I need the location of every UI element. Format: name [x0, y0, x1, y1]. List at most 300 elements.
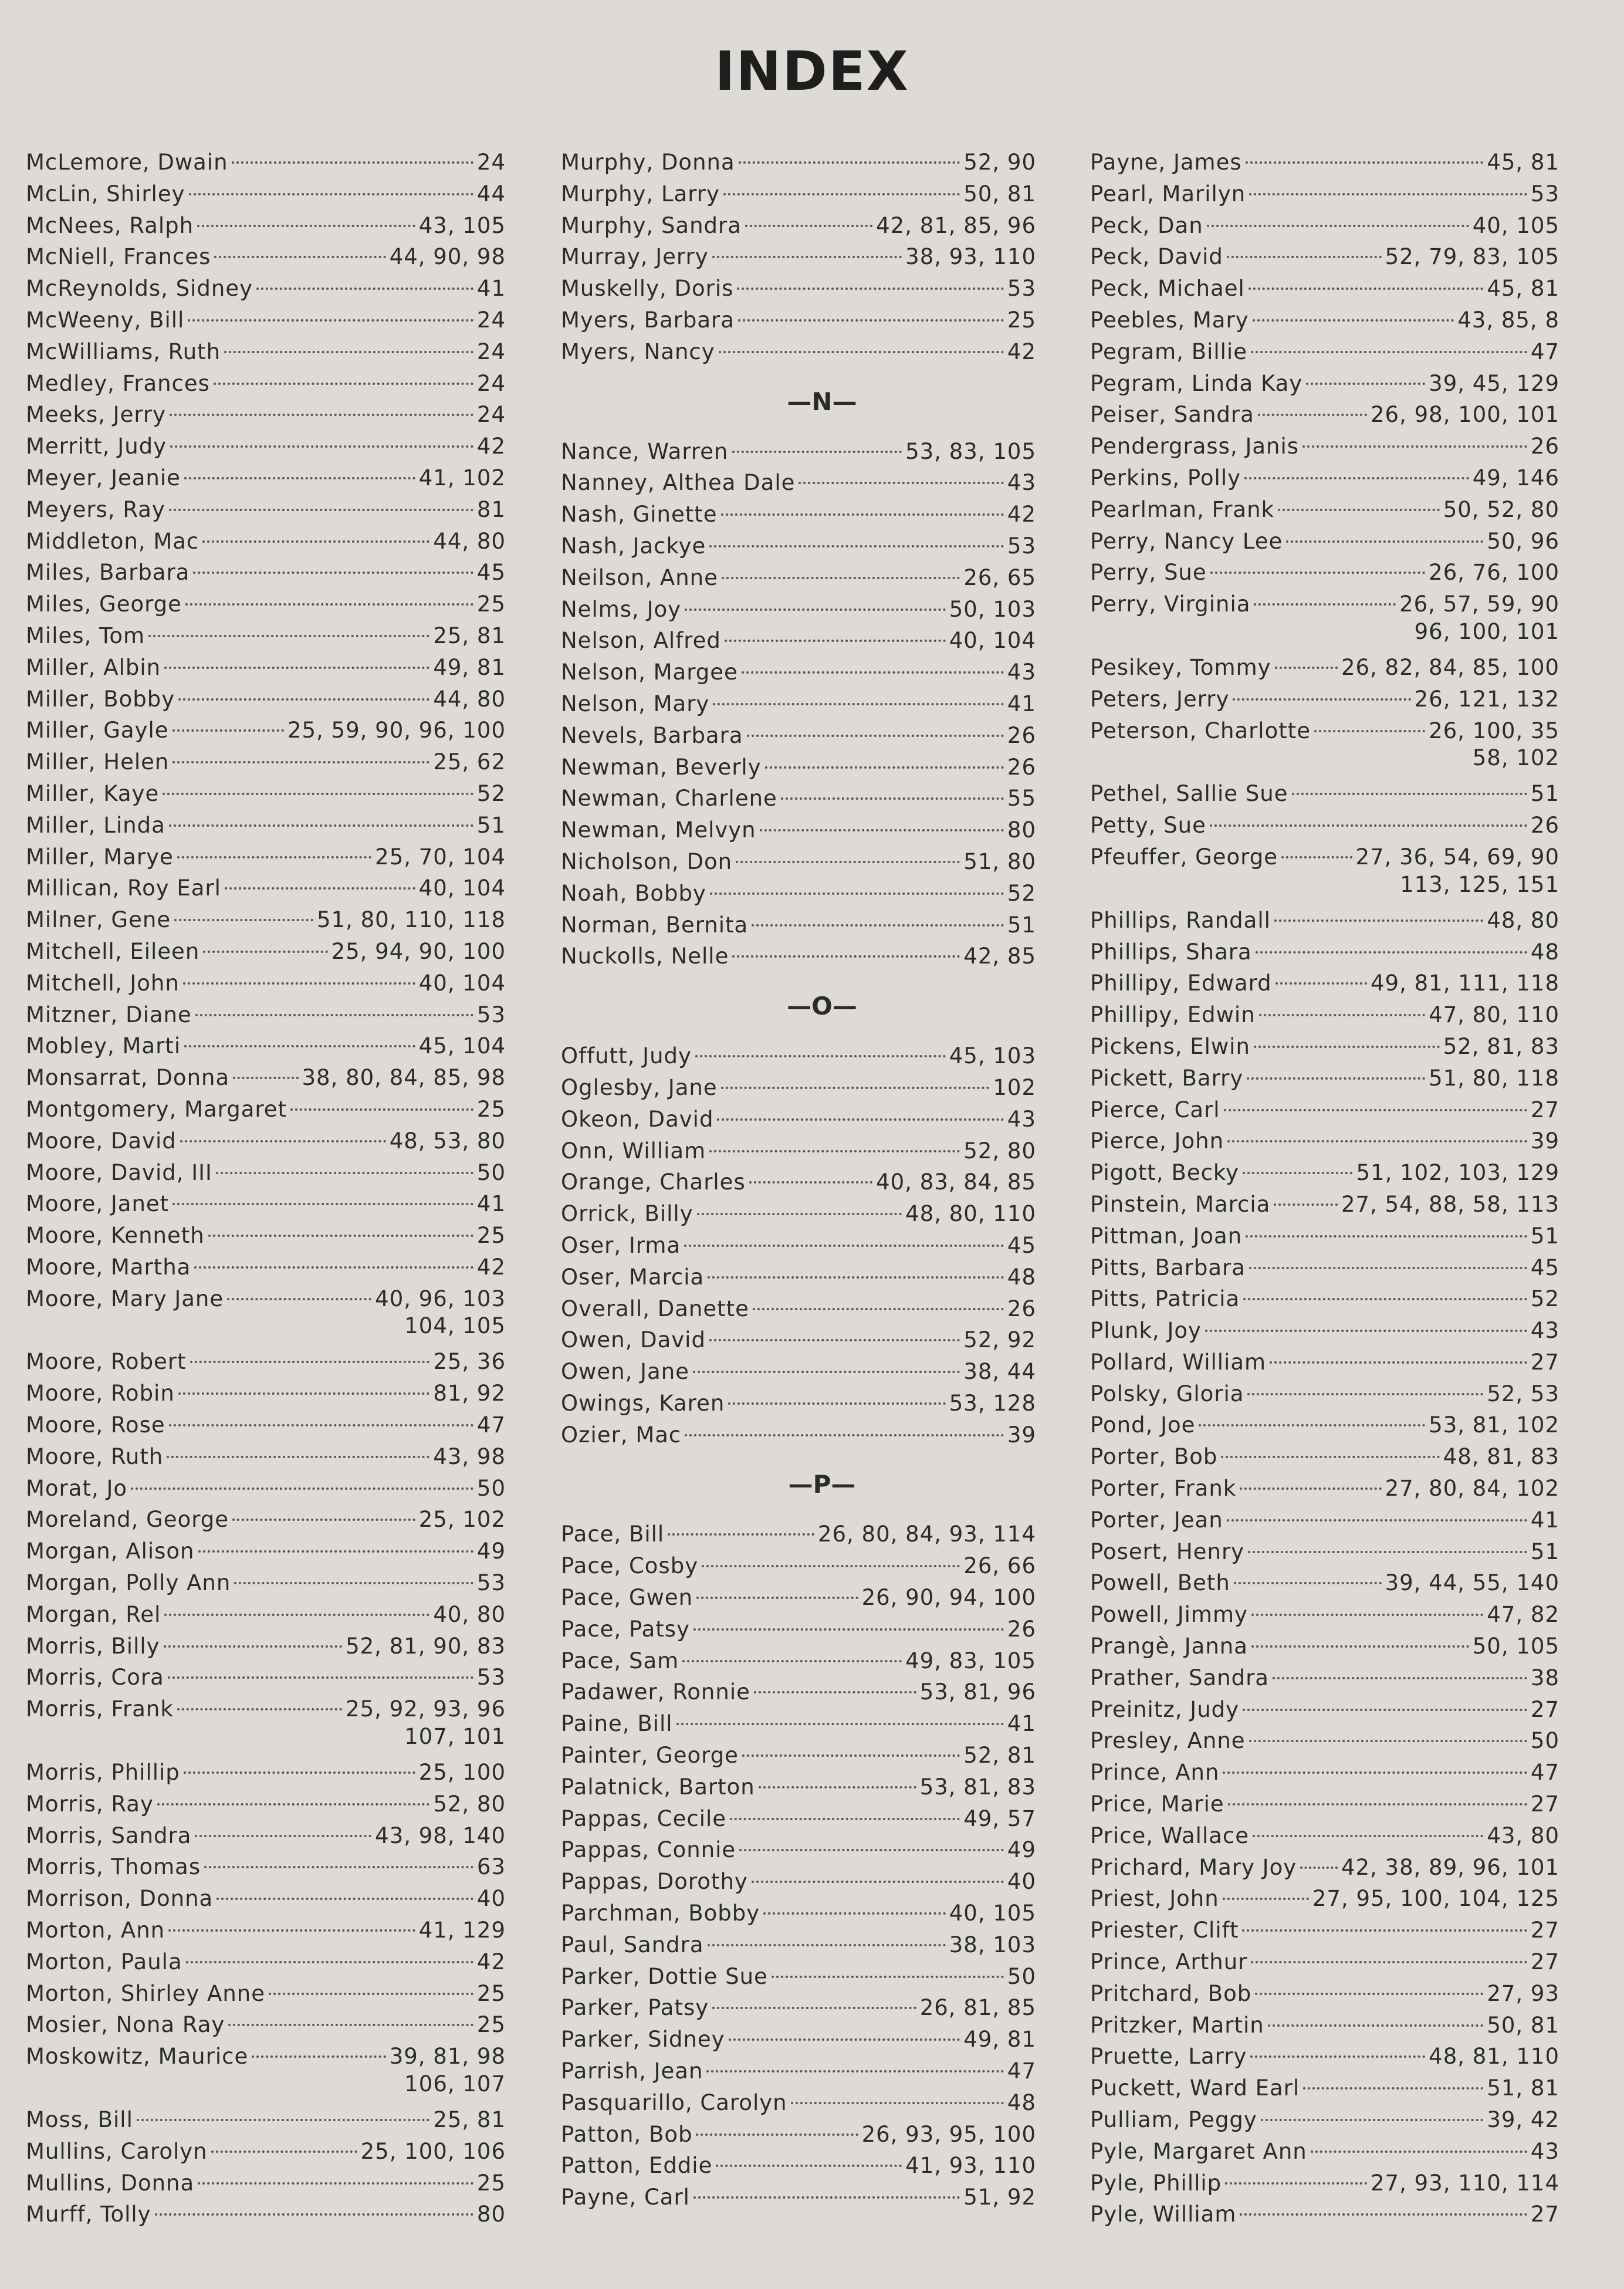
entry-name: Orange, Charles — [561, 1169, 746, 1195]
entry-name: Morris, Phillip — [26, 1760, 180, 1786]
dot-leader — [177, 856, 371, 858]
entry-pages: 26 — [1007, 1616, 1036, 1642]
entry-name: Miller, Helen — [26, 749, 170, 775]
entry-name: Nelson, Mary — [561, 691, 710, 716]
index-entry — [561, 1550, 1036, 1582]
index-entry — [26, 2009, 506, 2041]
dot-leader — [290, 1108, 473, 1111]
index-entry — [26, 1441, 506, 1473]
entry-name: Newman, Melvyn — [561, 817, 756, 843]
dot-leader — [760, 829, 1004, 831]
dot-leader — [1314, 730, 1425, 732]
entry-pages: 40, 80 — [433, 1601, 506, 1627]
entry-pages: 27 — [1530, 1949, 1559, 1975]
dot-leader — [702, 1565, 960, 1567]
entry-name: Morgan, Alison — [26, 1539, 195, 1564]
dot-leader — [1225, 2182, 1367, 2185]
dot-leader — [172, 1203, 473, 1205]
dot-leader — [685, 1434, 1004, 1436]
entry-pages: 39, 45, 129 — [1429, 370, 1559, 396]
entry-pages: 25 — [476, 1223, 506, 1249]
index-entry — [1090, 1820, 1559, 1852]
index-entry — [1090, 178, 1559, 210]
dot-leader — [194, 1266, 473, 1269]
entry-name: Morgan, Rel — [26, 1601, 161, 1627]
dot-leader — [164, 1614, 429, 1616]
index-entry — [561, 1740, 1036, 1771]
dot-leader — [742, 671, 1004, 674]
entry-pages: 27, 80, 84, 102 — [1385, 1476, 1559, 1502]
dot-leader — [155, 2213, 473, 2216]
dot-leader — [1251, 1961, 1527, 1963]
entry-name: Pritzker, Martin — [1090, 2012, 1264, 2038]
index-entry — [1090, 999, 1559, 1031]
entry-name: Plunk, Joy — [1090, 1318, 1202, 1344]
dot-leader — [202, 540, 429, 543]
entry-name: Peck, David — [1090, 244, 1223, 270]
entry-name: Meyers, Ray — [26, 496, 165, 522]
dot-leader — [167, 1456, 429, 1458]
entry-pages: 27 — [1530, 1696, 1559, 1722]
dot-leader — [1270, 1361, 1527, 1364]
index-entry — [1090, 1662, 1559, 1694]
index-entry — [561, 1676, 1036, 1708]
entry-pages: 50, 103 — [949, 596, 1036, 622]
dot-leader — [712, 2007, 916, 2009]
entry-pages: 40, 104 — [418, 970, 506, 996]
entry-pages: 45, 104 — [418, 1033, 506, 1059]
index-entry — [561, 2087, 1036, 2119]
entry-name: Oser, Marcia — [561, 1264, 705, 1290]
dot-leader — [696, 1597, 858, 1599]
entry-pages: 47, 82 — [1487, 1602, 1559, 1628]
entry-name: Milner, Gene — [26, 907, 171, 933]
index-entry — [561, 1040, 1036, 1072]
entry-pages: 52, 79, 83, 105 — [1385, 244, 1559, 270]
entry-pages: 26, 93, 95, 100 — [861, 2121, 1036, 2147]
dot-leader — [696, 2134, 858, 2136]
entry-pages: 25, 81 — [433, 2107, 506, 2133]
entry-name: Murphy, Larry — [561, 181, 720, 207]
index-entry — [26, 620, 506, 652]
entry-pages: 43, 80 — [1487, 1823, 1559, 1848]
dot-leader — [1251, 1614, 1483, 1616]
entry-pages: 102 — [993, 1074, 1036, 1100]
entry-name: Pitts, Barbara — [1090, 1255, 1246, 1280]
entry-name: Mullins, Carolyn — [26, 2138, 208, 2164]
index-entry — [561, 594, 1036, 625]
entry-list — [561, 436, 1036, 973]
entry-name: Posert, Henry — [1090, 1539, 1245, 1564]
entry-pages: 26, 121, 132 — [1414, 686, 1559, 712]
index-entry — [1090, 905, 1559, 936]
index-entry — [1090, 1567, 1559, 1599]
dot-leader — [1243, 1298, 1527, 1300]
entry-name: Pappas, Connie — [561, 1837, 736, 1863]
entry-pages-continued: 106, 107 — [404, 2071, 506, 2097]
entry-pages: 26, 65 — [963, 564, 1036, 590]
index-entry — [1090, 1473, 1559, 1504]
index-entry — [1090, 1125, 1559, 1157]
entry-name: Patton, Bob — [561, 2121, 693, 2147]
entry-name: Pace, Bill — [561, 1522, 665, 1547]
dot-leader — [765, 766, 1004, 769]
entry-name: Paul, Sandra — [561, 1932, 704, 1957]
entry-name: Peters, Jerry — [1090, 686, 1230, 712]
entry-pages: 49, 146 — [1472, 465, 1559, 491]
entry-pages: 39 — [1530, 1128, 1559, 1154]
entry-name: Norman, Bernita — [561, 912, 749, 938]
dot-leader — [1278, 509, 1440, 511]
entry-pages: 50 — [1530, 1728, 1559, 1754]
entry-name: Muskelly, Doris — [561, 276, 734, 302]
dot-leader — [184, 477, 415, 479]
entry-name: Morris, Frank — [26, 1696, 174, 1722]
column-3 — [1090, 147, 1559, 2230]
entry-pages: 53, 81, 102 — [1429, 1412, 1559, 1438]
entry-name: Pierce, John — [1090, 1128, 1224, 1154]
dot-leader — [195, 1014, 473, 1016]
dot-leader — [198, 1550, 473, 1553]
entry-name: Moore, Martha — [26, 1254, 191, 1280]
entry-name: Pond, Joe — [1090, 1412, 1196, 1438]
entry-name: Moreland, George — [26, 1507, 229, 1533]
entry-name: Moore, David, III — [26, 1159, 212, 1185]
index-entry — [1090, 1694, 1559, 1726]
index-entry — [561, 210, 1036, 242]
entry-name: Miller, Bobby — [26, 686, 175, 712]
entry-name: Medley, Frances — [26, 370, 210, 396]
index-entry — [561, 1645, 1036, 1677]
dot-leader — [178, 1392, 430, 1395]
entry-pages: 27, 36, 54, 69, 90 — [1355, 844, 1559, 870]
index-entry — [1090, 1757, 1559, 1788]
entry-name: Nicholson, Don — [561, 848, 733, 874]
entry-name: Neilson, Anne — [561, 564, 718, 590]
entry-name: McLemore, Dwain — [26, 150, 228, 175]
entry-pages: 40, 96, 103 — [375, 1286, 506, 1311]
dot-leader — [190, 1361, 430, 1363]
index-entry — [26, 1693, 506, 1725]
entry-name: Myers, Nancy — [561, 339, 715, 364]
entry-pages-continued: 107, 101 — [404, 1724, 506, 1750]
dot-leader — [172, 729, 284, 732]
dot-leader — [1243, 1709, 1527, 1711]
entry-pages: 24 — [476, 150, 506, 175]
entry-pages: 39, 81, 98 — [389, 2044, 506, 2070]
entry-pages: 50, 96 — [1487, 528, 1559, 554]
entry-pages: 51 — [476, 812, 506, 838]
entry-pages: 24 — [476, 307, 506, 333]
entry-name: Peiser, Sandra — [1090, 402, 1254, 428]
entry-name: Miller, Albin — [26, 654, 161, 680]
entry-pages: 43 — [1007, 1106, 1036, 1132]
entry-name: Pollard, William — [1090, 1349, 1267, 1375]
entry-name: Nash, Ginette — [561, 502, 718, 528]
index-entry — [1090, 1631, 1559, 1662]
dot-leader — [695, 1055, 946, 1057]
entry-pages: 42 — [1007, 502, 1036, 528]
index-entry — [1090, 1031, 1559, 1063]
index-entry — [561, 752, 1036, 783]
entry-pages: 27 — [1530, 2202, 1559, 2227]
entry-name: Pendergrass, Janis — [1090, 434, 1300, 459]
dot-leader — [1246, 1235, 1527, 1238]
entry-pages: 53 — [476, 1002, 506, 1027]
entry-name: Moskowitz, Maurice — [26, 2044, 249, 2070]
index-entry — [1090, 494, 1559, 526]
dot-leader — [204, 1866, 473, 1868]
dot-leader — [709, 545, 1004, 547]
dot-leader — [753, 1308, 1004, 1310]
dot-leader — [668, 1533, 814, 1536]
dot-leader — [721, 513, 1004, 516]
entry-name: Payne, James — [1090, 150, 1242, 175]
index-entry — [1090, 1504, 1559, 1536]
entry-pages: 44, 80 — [433, 528, 506, 554]
entry-name: Millican, Roy Earl — [26, 875, 221, 901]
entry-pages: 25 — [476, 2012, 506, 2038]
index-entry — [1090, 1189, 1559, 1220]
index-entry — [26, 273, 506, 305]
dot-leader — [224, 351, 473, 353]
dot-leader — [216, 1898, 473, 1900]
index-entry — [1090, 368, 1559, 400]
dot-leader — [1234, 1582, 1382, 1584]
entry-pages: 52, 81 — [963, 1743, 1036, 1769]
entry-pages: 47 — [1530, 339, 1559, 364]
section-letter-n: —N— — [787, 387, 857, 416]
index-entry — [561, 1135, 1036, 1167]
entry-name: Pethel, Sallie Sue — [1090, 781, 1288, 807]
entry-pages: 43 — [1530, 2138, 1559, 2164]
index-entry — [26, 715, 506, 746]
dot-leader — [1249, 193, 1527, 195]
dot-leader — [1224, 1109, 1527, 1111]
index-entry — [26, 305, 506, 336]
entry-name: Phillips, Shara — [1090, 939, 1252, 965]
dot-leader — [233, 1077, 298, 1079]
entry-pages: 52 — [476, 780, 506, 806]
index-entry — [561, 2024, 1036, 2055]
dot-leader — [1250, 2055, 1425, 2058]
entry-name: Puckett, Ward Earl — [1090, 2075, 1300, 2101]
index-entry — [561, 720, 1036, 752]
entry-pages: 45, 81 — [1487, 150, 1559, 175]
dot-leader — [1207, 225, 1469, 227]
entry-name: Paine, Bill — [561, 1711, 673, 1737]
entry-name: Monsarrat, Donna — [26, 1065, 230, 1091]
column-2 — [561, 147, 1036, 2213]
index-entry — [26, 1788, 506, 1820]
index-entry — [561, 562, 1036, 594]
entry-pages: 42 — [1007, 339, 1036, 364]
index-entry — [561, 878, 1036, 909]
index-entry — [26, 1915, 506, 1946]
index-entry — [26, 936, 506, 968]
index-entry — [1090, 2136, 1559, 2168]
index-entry — [561, 1262, 1036, 1293]
index-entry — [1090, 684, 1559, 715]
entry-name: Painter, George — [561, 1743, 739, 1769]
dot-leader — [184, 1771, 415, 1774]
entry-pages: 24 — [476, 339, 506, 364]
dot-leader — [1221, 1456, 1439, 1458]
entry-pages: 39, 44, 55, 140 — [1385, 1570, 1559, 1596]
entry-name: Perry, Virginia — [1090, 591, 1251, 617]
entry-name: Morton, Shirley Anne — [26, 1980, 265, 2006]
entry-name: Parker, Sidney — [561, 2027, 725, 2053]
entry-pages: 26, 90, 94, 100 — [861, 1585, 1036, 1611]
entry-pages: 51 — [1530, 1539, 1559, 1564]
entry-name: Morgan, Polly Ann — [26, 1570, 231, 1596]
dot-leader — [1258, 414, 1367, 416]
dot-leader — [693, 1628, 1004, 1631]
dot-leader — [188, 319, 473, 322]
entry-pages: 81 — [476, 496, 506, 522]
dot-leader — [184, 1045, 415, 1047]
index-entry — [26, 336, 506, 368]
dot-leader — [1246, 161, 1484, 164]
entry-name: Payne, Carl — [561, 2185, 690, 2210]
entry-name: Pappas, Dorothy — [561, 1869, 748, 1895]
entry-pages: 51, 80, 118 — [1429, 1065, 1559, 1091]
index-entry — [561, 1519, 1036, 1550]
index-entry — [26, 526, 506, 557]
dot-leader — [269, 1993, 473, 1995]
entry-name: Pesikey, Tommy — [1090, 654, 1271, 680]
entry-pages: 47 — [1530, 1760, 1559, 1786]
index-entry — [1090, 2041, 1559, 2072]
entry-name: Powell, Beth — [1090, 1570, 1230, 1596]
entry-name: Murray, Jerry — [561, 244, 709, 270]
index-entry — [26, 1757, 506, 1788]
index-entry — [561, 688, 1036, 720]
entry-name: Peck, Michael — [1090, 276, 1245, 302]
index-entry — [26, 1631, 506, 1662]
entry-pages: 26, 98, 100, 101 — [1371, 402, 1559, 428]
index-entry — [1090, 1283, 1559, 1315]
dot-leader — [1244, 477, 1469, 479]
entry-name: Phillipy, Edwin — [1090, 1002, 1256, 1028]
index-entry — [561, 1992, 1036, 2024]
entry-pages: 44 — [476, 181, 506, 207]
index-entry — [561, 2182, 1036, 2213]
dot-leader — [1256, 951, 1527, 954]
entry-name: Miles, Tom — [26, 623, 146, 648]
entry-name: Pfeuffer, George — [1090, 844, 1278, 870]
entry-pages: 53, 128 — [949, 1390, 1036, 1416]
dot-leader — [730, 1818, 960, 1820]
dot-leader — [157, 1803, 429, 1805]
entry-name: Palatnick, Barton — [561, 1774, 755, 1800]
index-entry — [26, 684, 506, 715]
entry-pages: 50, 81 — [963, 181, 1036, 207]
index-entry — [1090, 652, 1559, 684]
index-entry — [1090, 241, 1559, 273]
entry-pages: 26, 100, 35 — [1429, 718, 1559, 743]
entry-name: Powell, Jimmy — [1090, 1602, 1248, 1628]
entry-name: Miles, Barbara — [26, 560, 190, 586]
entry-name: Porter, Bob — [1090, 1444, 1218, 1470]
index-entry — [1090, 2104, 1559, 2136]
entry-name: Polsky, Gloria — [1090, 1381, 1244, 1406]
dot-leader — [763, 1912, 946, 1915]
index-entry — [561, 147, 1036, 178]
index-entry — [561, 1198, 1036, 1230]
entry-name: Ozier, Mac — [561, 1422, 682, 1448]
entry-pages: 52 — [1007, 880, 1036, 906]
entry-name: McReynolds, Sidney — [26, 276, 253, 302]
index-entry — [1090, 1409, 1559, 1441]
dot-leader — [693, 2196, 960, 2199]
entry-pages: 50 — [476, 1159, 506, 1185]
entry-pages: 41 — [1530, 1507, 1559, 1533]
dot-leader — [148, 635, 429, 637]
index-entry — [26, 2168, 506, 2199]
entry-name: Onn, William — [561, 1138, 706, 1164]
dot-leader — [717, 1118, 1003, 1121]
dot-leader — [684, 1245, 1004, 1247]
entry-pages: 26 — [1007, 1296, 1036, 1321]
entry-name: Pittman, Joan — [1090, 1223, 1243, 1249]
entry-pages: 52, 53 — [1487, 1381, 1559, 1406]
entry-pages: 43, 105 — [418, 212, 506, 238]
entry-name: Presley, Anne — [1090, 1728, 1246, 1754]
index-entry — [26, 2136, 506, 2168]
dot-leader — [737, 288, 1004, 290]
index-entry — [561, 1388, 1036, 1419]
dot-leader — [1311, 2151, 1527, 2153]
entry-pages: 44, 80 — [433, 686, 506, 712]
entry-pages: 25, 59, 90, 96, 100 — [287, 718, 506, 743]
index-entry — [1090, 1252, 1559, 1284]
dot-leader — [728, 1402, 945, 1405]
entry-pages: 25, 36 — [433, 1349, 506, 1375]
dot-leader — [170, 445, 473, 448]
index-entry — [561, 1293, 1036, 1325]
index-entry — [1090, 1220, 1559, 1252]
entry-name: Oser, Irma — [561, 1232, 681, 1258]
entry-name: Peebles, Mary — [1090, 307, 1249, 333]
index-entry — [1090, 810, 1559, 841]
dot-leader — [1223, 1898, 1309, 1900]
index-entry — [1090, 1852, 1559, 1884]
index-entry — [26, 431, 506, 462]
dot-leader — [1249, 1740, 1527, 1742]
dot-leader — [708, 1276, 1004, 1279]
entry-pages: 48, 81, 110 — [1429, 2044, 1559, 2070]
entry-pages: 25 — [476, 591, 506, 617]
entry-pages: 53 — [476, 1665, 506, 1690]
entry-name: Pace, Sam — [561, 1648, 679, 1673]
entry-pages: 51 — [1530, 781, 1559, 807]
entry-pages: 42 — [476, 434, 506, 459]
entry-pages: 26 — [1530, 434, 1559, 459]
dot-leader — [747, 735, 1004, 737]
dot-leader — [232, 161, 473, 164]
entry-name: Morton, Ann — [26, 1918, 165, 1943]
entry-pages: 45 — [1530, 1255, 1559, 1280]
dot-leader — [169, 509, 473, 511]
entry-name: Myers, Barbara — [561, 307, 735, 333]
index-entry — [561, 1582, 1036, 1614]
entry-pages: 41 — [476, 1191, 506, 1217]
dot-leader — [1243, 1172, 1353, 1174]
entry-pages: 27, 93 — [1487, 1980, 1559, 2006]
dot-leader — [739, 161, 960, 164]
entry-pages: 50, 105 — [1472, 1634, 1559, 1659]
